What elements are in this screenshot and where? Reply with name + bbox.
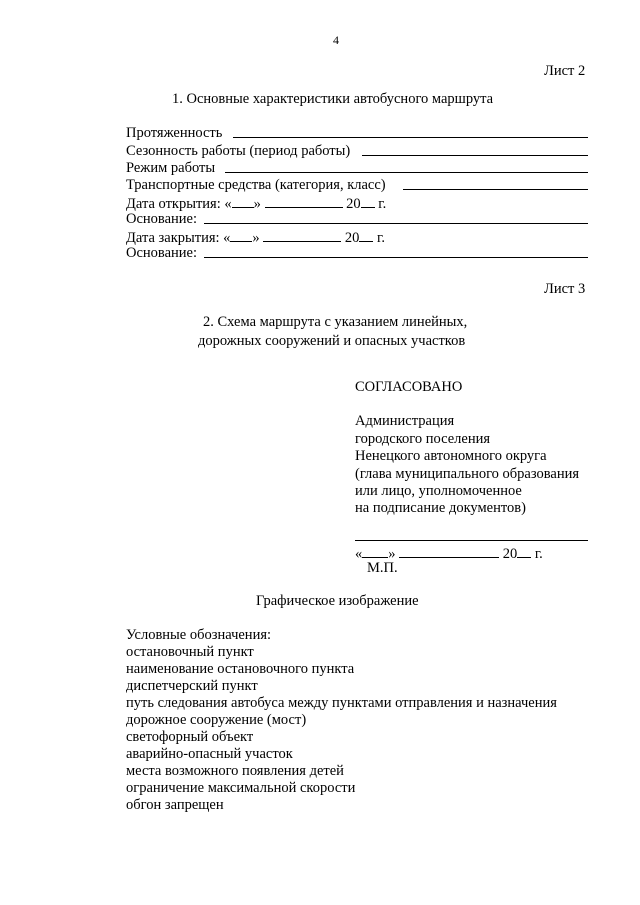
mode-label: Режим работы [126, 160, 216, 176]
stamp-placeholder: М.П. [367, 560, 398, 576]
approval-day-field[interactable] [362, 545, 388, 558]
approval-quote-left: « [355, 546, 363, 562]
legend-item: дорожное сооружение (мост) [126, 712, 307, 728]
close-date-row [126, 229, 385, 246]
open-month-field[interactable] [265, 195, 343, 208]
legend-item: путь следования автобуса между пунктами отправления и назначения [126, 695, 557, 711]
approval-line-5: или лицо, уполномоченное [355, 483, 522, 499]
open-date-row [126, 195, 386, 212]
length-field[interactable] [233, 137, 588, 138]
legend-item: аварийно-опасный участок [126, 746, 293, 762]
page-number: 4 [333, 33, 339, 47]
vehicles-label: Транспортные средства (категория, класс) [126, 177, 386, 193]
approval-line-6: на подписание документов) [355, 500, 526, 516]
approval-year-suffix: г. [534, 546, 543, 562]
legend-item: светофорный объект [126, 729, 254, 745]
season-field[interactable] [362, 155, 588, 156]
season-label: Сезонность работы (период работы) [126, 143, 351, 159]
close-month-field[interactable] [263, 229, 341, 242]
close-year-field[interactable] [359, 229, 373, 242]
sheet2-label: Лист 2 [544, 63, 586, 79]
open-day-field[interactable] [232, 195, 254, 208]
legend-title: Условные обозначения: [126, 627, 272, 643]
sheet3-label: Лист 3 [544, 281, 586, 297]
legend-item: обгон запрещен [126, 797, 224, 813]
legend-item: места возможного появления детей [126, 763, 344, 779]
basis2-label: Основание: [126, 245, 197, 261]
open-quote-left: « [224, 196, 232, 212]
legend-item: диспетчерский пункт [126, 678, 258, 694]
open-quote-right: » [253, 196, 261, 212]
approval-line-4: (глава муниципального образования [355, 466, 580, 482]
basis1-label: Основание: [126, 211, 197, 227]
legend-item: остановочный пункт [126, 644, 254, 660]
close-date-label: Дата закрытия: [126, 230, 220, 246]
close-quote-right: » [252, 230, 260, 246]
approval-line-3: Ненецкого автономного округа [355, 448, 547, 464]
sheet2-heading: 1. Основные характеристики автобусного маршрута [172, 91, 494, 107]
close-day-field[interactable] [230, 229, 252, 242]
open-year-field[interactable] [361, 195, 375, 208]
open-date-label: Дата открытия: [126, 196, 221, 212]
open-year-suffix: г. [378, 196, 387, 212]
graphic-title: Графическое изображение [256, 593, 419, 609]
approval-signature-field[interactable] [355, 540, 588, 541]
length-label: Протяженность [126, 125, 223, 141]
approval-year-prefix: 20 [502, 546, 518, 562]
approval-month-field[interactable] [399, 545, 499, 558]
sheet3-heading-line1: 2. Схема маршрута с указанием линейных, [203, 314, 468, 330]
approval-title: СОГЛАСОВАНО [355, 379, 463, 395]
sheet3-heading-line2: дорожных сооружений и опасных участков [198, 333, 466, 349]
approval-line-2: городского поселения [355, 431, 491, 447]
approval-quote-right: » [388, 546, 396, 562]
basis1-field[interactable] [204, 223, 588, 224]
vehicles-field[interactable] [403, 189, 588, 190]
close-year-suffix: г. [377, 230, 385, 246]
open-year-prefix: 20 [346, 196, 361, 212]
legend-item: ограничение максимальной скорости [126, 780, 356, 796]
basis2-field[interactable] [204, 257, 588, 258]
approval-line-1: Администрация [355, 413, 455, 429]
mode-field[interactable] [225, 172, 588, 173]
close-year-prefix: 20 [344, 230, 360, 246]
close-quote-left: « [223, 230, 231, 246]
legend-item: наименование остановочного пункта [126, 661, 355, 677]
approval-year-field[interactable] [517, 545, 531, 558]
